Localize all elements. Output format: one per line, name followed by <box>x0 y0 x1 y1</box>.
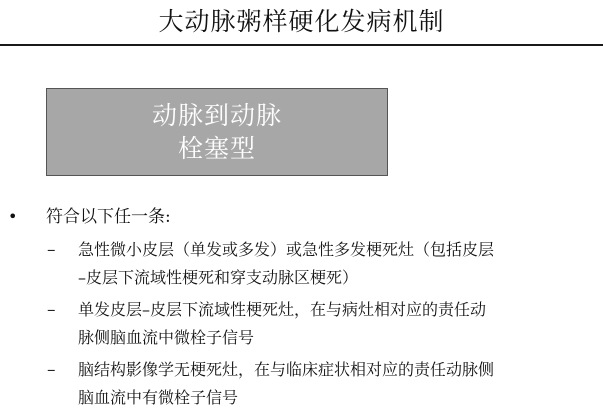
mechanism-type-line-2: 栓塞型 <box>177 134 256 163</box>
criterion-2-line-1: 单发皮层–皮层下流域性梗死灶，在与病灶相对应的责任动 <box>78 300 487 319</box>
slide-title: 大动脉粥样硬化发病机制 <box>158 7 445 36</box>
criterion-2-line-2: 脉侧脑血流中微栓子信号 <box>78 328 255 347</box>
title-divider <box>0 44 603 46</box>
dash-marker: – <box>47 300 56 320</box>
criterion-3-line-2: 脑血流中有微栓子信号 <box>78 388 239 407</box>
dash-marker: – <box>47 360 56 380</box>
criterion-1-line-1: 急性微小皮层（单发或多发）或急性多发梗死灶（包括皮层 <box>78 240 495 259</box>
bullet-marker: • <box>8 207 18 226</box>
mechanism-type-box <box>46 88 388 176</box>
criterion-1-line-2: –皮层下流域性梗死和穿支动脉区梗死） <box>78 268 359 287</box>
dash-marker: – <box>47 240 56 260</box>
criteria-bullet <box>0 204 603 230</box>
criterion-3-line-1: 脑结构影像学无梗死灶，在与临床症状相对应的责任动脉侧 <box>78 360 495 379</box>
mechanism-type-line-1: 动脉到动脉 <box>151 101 282 130</box>
criteria-intro-text: 符合以下任一条: <box>46 207 171 227</box>
